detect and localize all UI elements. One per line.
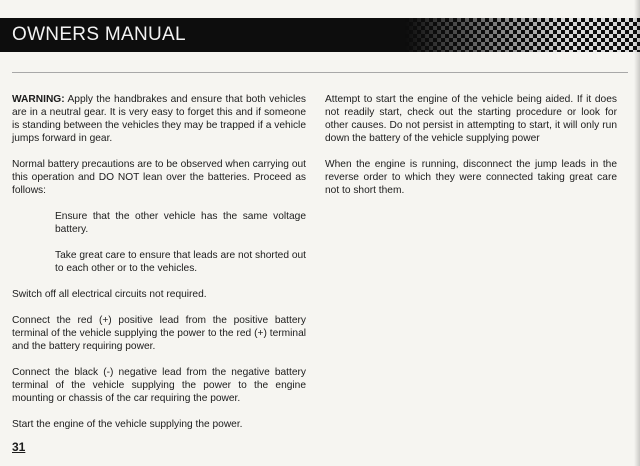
voltage-instruction: Ensure that the other vehicle has the same voltage battery. (55, 211, 306, 235)
header-divider (12, 72, 628, 73)
warning-label: WARNING: (12, 94, 65, 105)
precautions-paragraph: Normal battery precautions are to be observed when carrying out this operation and DO NOT lean over the batteries. Proceed as follows: (12, 159, 306, 196)
checkered-flag-pattern (405, 18, 640, 52)
black-lead-paragraph: Connect the black (-) negative lead from the negative battery terminal of the vehicle supplying the power to the engine mounting or chassis of the car requiring the power. (12, 367, 306, 404)
disconnect-paragraph: When the engine is running, disconnect the jump leads in the reverse order to which they were connected taking great care not to short them. (325, 159, 617, 196)
page-edge-shadow (634, 0, 640, 466)
warning-paragraph (12, 93, 306, 145)
start-supply-paragraph: Start the engine of the vehicle supplying the power. (12, 419, 243, 430)
warning-text: Apply the handbrakes and ensure that both vehicles are in a neutral gear. It is very easy to forget this and if someone is standing between the vehicles they may be trapped if a vehicle jumps forward in gear. (12, 94, 306, 144)
page-header-title: OWNERS MANUAL (12, 24, 186, 45)
right-column (325, 93, 617, 210)
left-column (12, 93, 306, 444)
page-number: 31 (12, 440, 26, 454)
red-lead-paragraph: Connect the red (+) positive lead from the positive battery terminal of the vehicle supplying the power to the red (+) terminal and the battery requiring power. (12, 315, 306, 352)
leads-instruction: Take great care to ensure that leads are not shorted out to each other or to the vehicles. (55, 250, 306, 274)
page-header-bar (0, 18, 640, 52)
attempt-start-paragraph: Attempt to start the engine of the vehicle being aided. If it does not readily start, check out the starting procedure or look for other causes. Do not persist in attempting to start, it will only run down the battery of the vehicle supplying power (325, 94, 617, 144)
switch-off-paragraph: Switch off all electrical circuits not required. (12, 289, 207, 300)
